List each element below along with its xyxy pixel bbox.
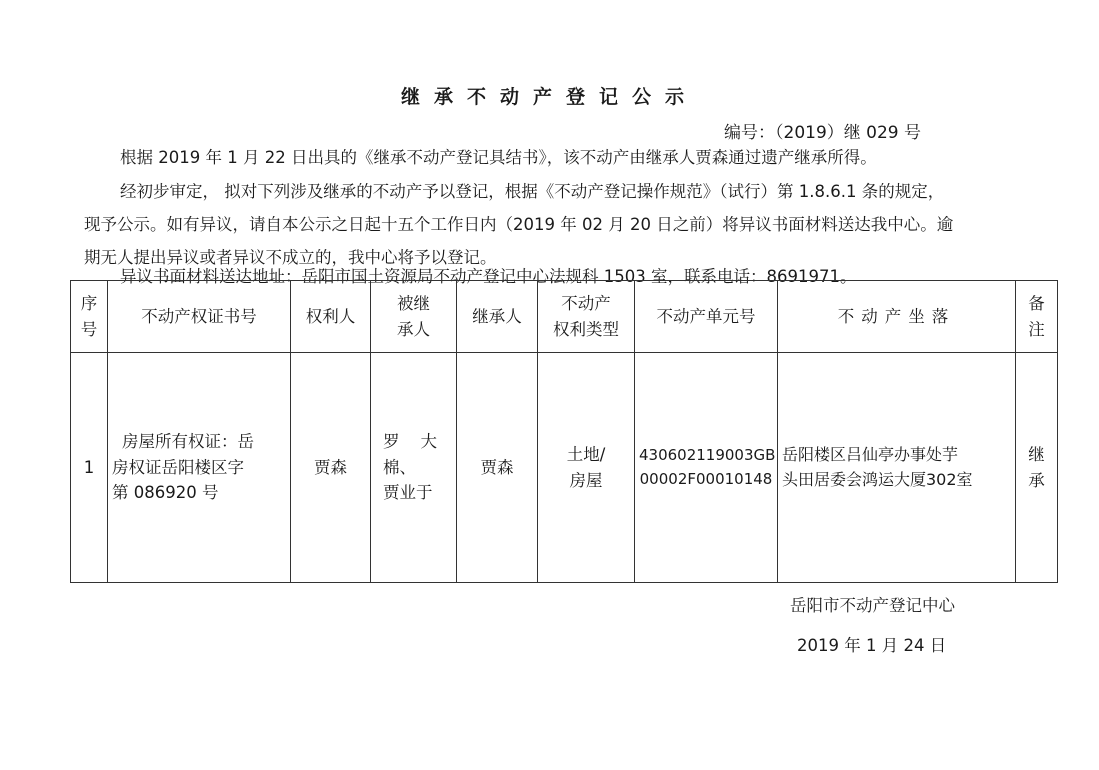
header-seq [71, 281, 108, 353]
paragraph-2-line-1: 经初步审定， 拟对下列涉及继承的不动产予以登记，根据《不动产登记操作规范》（试行）第 1.8.6.1 条的规定， [120, 182, 945, 201]
paragraph-1: 根据 2019 年 1 月 22 日出具的《继承不动产登记具结书》，该不动产由继承人贾森通过遗产继承所得。 [120, 148, 877, 167]
cell-remark-line-1: 继 [1028, 444, 1045, 464]
cell-remark-line-2: 承 [1028, 470, 1045, 490]
cell-decedent-line-3: 贾业于 [383, 483, 433, 503]
document-number: 编号：（2019）继 029 号 [724, 123, 922, 143]
issuing-organization: 岳阳市不动产登记中心 [790, 596, 955, 615]
header-remark [1016, 281, 1058, 353]
cell-right-type-line-2: 房屋 [569, 470, 603, 490]
header-seq-line-1: 序 [80, 293, 98, 313]
table-header-row [71, 281, 1058, 353]
objection-address: 异议书面材料送达地址：岳阳市国土资源局不动产登记中心法规科 1503 室，联系电话：8691971。 [120, 267, 857, 286]
cell-location [778, 353, 1016, 583]
cell-location-line-2: 头田居委会鸿运大厦302室 [782, 469, 973, 489]
cell-remark [1016, 353, 1058, 583]
header-unit-no: 不动产单元号 [635, 281, 778, 353]
cell-decedent [371, 353, 457, 583]
header-right-type-line-2: 权利类型 [553, 319, 619, 339]
header-right-type [538, 281, 635, 353]
cell-decedent-line-2: 棉、 [383, 457, 416, 477]
cell-cert-no-line-1: 房屋所有权证：岳 [122, 432, 254, 452]
cell-seq: 1 [71, 353, 108, 583]
registration-table [70, 280, 1058, 583]
paragraph-2-line-2: 现予公示。如有异议，请自本公示之日起十五个工作日内（2019 年 02 月 20 日之前）将异议书面材料送达我中心。逾 [84, 215, 954, 234]
cell-unit-no-line-1: 430602119003GB [639, 446, 776, 465]
cell-cert-no-line-3: 第 086920 号 [112, 483, 219, 503]
page-title: 继承不动产登记公示 [400, 86, 698, 108]
issue-date: 2019 年 1 月 24 日 [797, 636, 947, 655]
header-remark-line-1: 备 [1028, 293, 1045, 313]
header-heir: 继承人 [457, 281, 538, 353]
header-decedent-line-2: 承人 [397, 319, 430, 339]
cell-right-type-line-1: 土地/ [566, 444, 606, 464]
cell-owner: 贾森 [291, 353, 371, 583]
header-right-type-line-1: 不动产 [561, 293, 611, 313]
header-decedent-line-1: 被继 [397, 293, 430, 313]
paragraph-2-line-3: 期无人提出异议或者异议不成立的，我中心将予以登记。 [84, 248, 497, 267]
cell-unit-no-line-2: 00002F00010148 [639, 469, 773, 488]
header-seq-line-2: 号 [80, 319, 98, 339]
header-remark-line-2: 注 [1028, 319, 1045, 339]
header-owner: 权利人 [291, 281, 371, 353]
header-location: 不动产坐落 [778, 281, 1016, 353]
cell-cert-no [108, 353, 291, 583]
header-decedent [371, 281, 457, 353]
cell-cert-no-line-2: 房权证岳阳楼区字 [112, 457, 244, 477]
cell-heir: 贾森 [457, 353, 538, 583]
cell-location-line-1: 岳阳楼区吕仙亭办事处芋 [782, 444, 959, 464]
header-cert-no: 不动产权证书号 [108, 281, 291, 353]
cell-unit-no [635, 353, 778, 583]
table-row [71, 353, 1058, 583]
cell-right-type [538, 353, 635, 583]
cell-decedent-line-1: 罗 大 [383, 432, 437, 452]
